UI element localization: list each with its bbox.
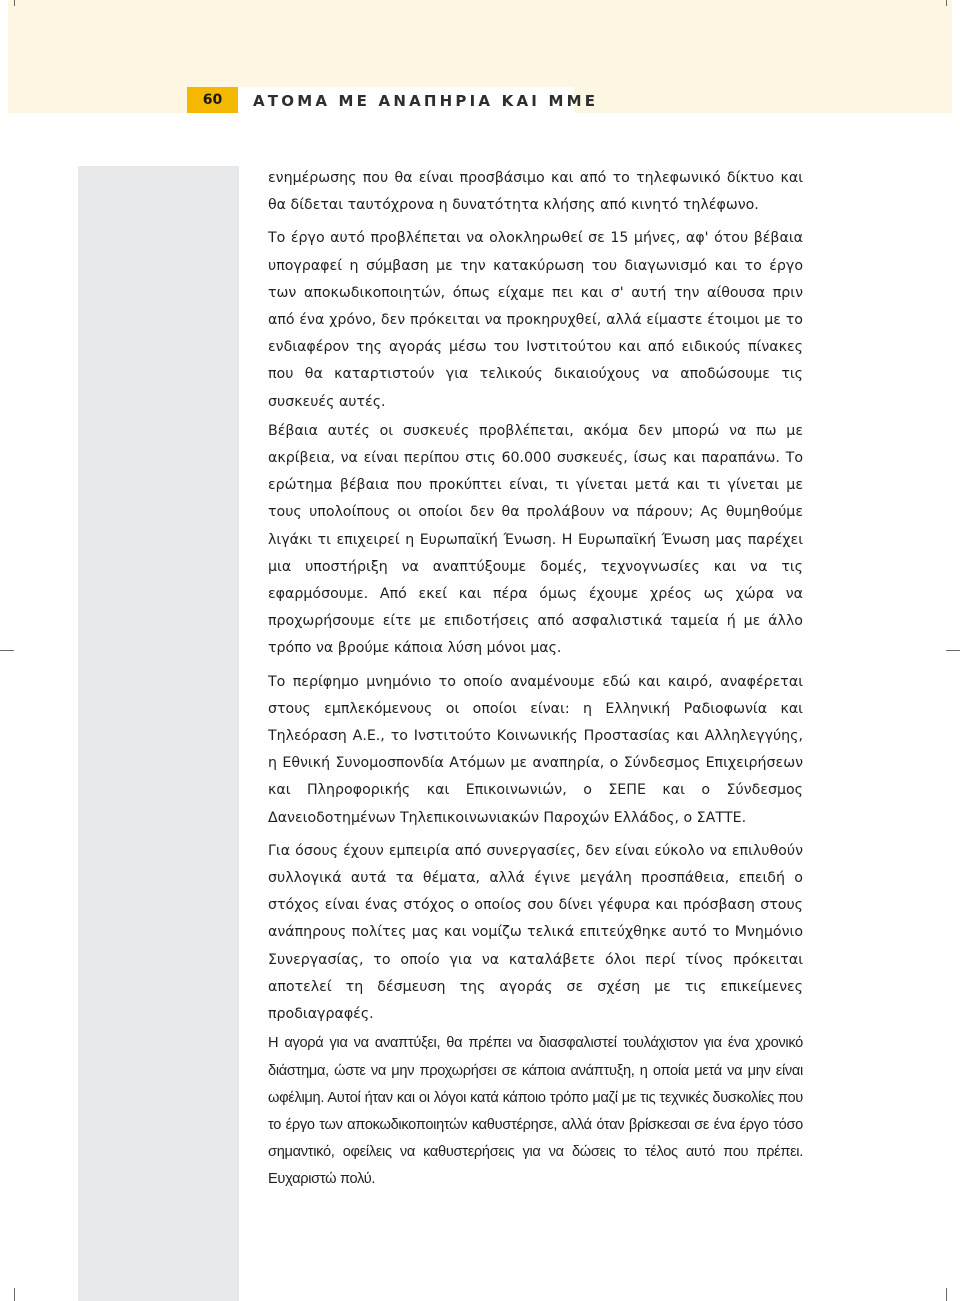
crop-mark-mid-left bbox=[0, 650, 14, 651]
side-margin-panel bbox=[78, 166, 239, 1301]
crop-mark-bottom-right bbox=[946, 1288, 947, 1301]
paragraph: Η αγορά για να αναπτύξει, θα πρέπει να διασφαλιστεί τουλάχιστον για ένα χρονικό διάστημα, ώστε να μην προχωρήσει σε κάποια ανάπτυξη, η οποία μετά να μην είναι ωφέλιμη. Αυτοί ήταν και οι λόγοι κατά κάποιο τρόπο μαζί με τις τεχνικές δυσκολίες που το έργο των αποκωδικοποιητών καθυστέρησε, αλλά όταν βρίσκεσαι σε ένα έργο τόσο σημαντικό, οφείλεις να καθυστερήσεις για να δώσεις το τέλος αυτό που πρέπει. Ευχαριστώ πολύ. bbox=[268, 1035, 803, 1188]
paragraph: Το περίφημο μνημόνιο το οποίο αναμένουμε εδώ και καιρό, αναφέρεται στους εμπλεκόμενους οι οποίοι είναι: η Ελληνική Ραδιοφωνία και Τηλεόραση Α.Ε., το Ινστιτούτο Κοινωνικής Προστασίας και Αλληλεγγύης, η Εθνική Συνομοσπονδία Ατόμων με αναπηρία, ο Σύνδεσμος Επιχειρήσεων και Πληροφορικής και Επικοινωνιών, ο ΣΕΠΕ και ο Σύνδεσμος Δανειοδοτημένων Τηλεπικοινωνιακών Παροχών Ελλάδος, ο ΣΑΤΤΕ. bbox=[268, 673, 803, 826]
paragraph: Βέβαια αυτές οι συσκευές προβλέπεται, ακόμα δεν μπορώ να πω με ακρίβεια, να είναι περίπου στις 60.000 συσκευές, ίσως και παραπάνω. Το ερώτημα βέβαια που προκύπτει είναι, τι γίνεται μετά και τι γίνεται με τους υπολοίπους οι οποίοι δεν θα προλάβουν να πάρουν; Ας θυμηθούμε λιγάκι τι επιχειρεί η Ευρωπαϊκή Ένωση. Η Ευρωπαϊκή Ένωση μας παρέχει μια υποστήριξη να αναπτύξουμε δομές, τεχνογνωσίες και να τις εφαρμόσουμε. Από εκεί και πέρα όμως έχουμε χρέος ως χώρα να προχωρήσουμε είτε με επιδοτήσεις από ασφαλιστικά ταμεία ή με άλλο τρόπο να βρούμε κάποια λύση μόνοι μας. bbox=[268, 422, 803, 657]
crop-mark-top-left bbox=[14, 0, 15, 6]
article-body bbox=[268, 165, 803, 1194]
crop-mark-mid-right bbox=[946, 650, 960, 651]
paragraph: ενημέρωσης που θα είναι προσβάσιμο και από το τηλεφωνικό δίκτυο και θα δίδεται ταυτόχρονα η δυνατότητα κλήσης από κινητό τηλέφωνο. bbox=[268, 170, 803, 214]
running-title: ΑΤΟΜΑ ΜΕ ΑΝΑΠΗΡΙΑ ΚΑΙ ΜΜΕ bbox=[253, 92, 599, 110]
paragraph: Για όσους έχουν εμπειρία από συνεργασίες, δεν είναι εύκολο να επιλυθούν συλλογικά αυτά τα θέματα, αλλά έγινε μεγάλη προσπάθεια, επειδή ο στόχος είναι ένας στόχος ο οποίος σου δίνει γέφυρα και πρόσβαση στους ανάπηρους πολίτες μας και νομίζω τελικά επιτεύχθηκε αυτό το Μνημόνιο Συνεργασίας, το οποίο για να καταλάβετε όλοι περί τίνος πρόκειται αποτελεί τη δέσμευση της αγοράς σε σχέση με τις επικείμενες προδιαγραφές. bbox=[268, 842, 803, 1023]
crop-mark-bottom-left bbox=[14, 1288, 15, 1301]
page-number-box bbox=[187, 87, 238, 113]
page-number: 60 bbox=[202, 92, 223, 108]
paragraph: Το έργο αυτό προβλέπεται να ολοκληρωθεί σε 15 μήνες, αφ' ότου βέβαια υπογραφεί η σύμβαση με την κατακύρωση του διαγωνισμό και το έργο των αποκωδικοποιητών, όπως είχαμε πει και σ' αυτή την αίθουσα πριν από ένα χρόνο, δεν πρόκειται να προκηρυχθεί, αλλά είμαστε έτοιμοι με το ενδιαφέρον της αγοράς μέσω του Ινστιτούτου και από ειδικούς πίνακες που θα καταρτιστούν για τελικούς δικαιούχους να αποδώσουμε τις συσκευές αυτές. bbox=[268, 230, 803, 410]
crop-mark-top-right bbox=[946, 0, 947, 6]
